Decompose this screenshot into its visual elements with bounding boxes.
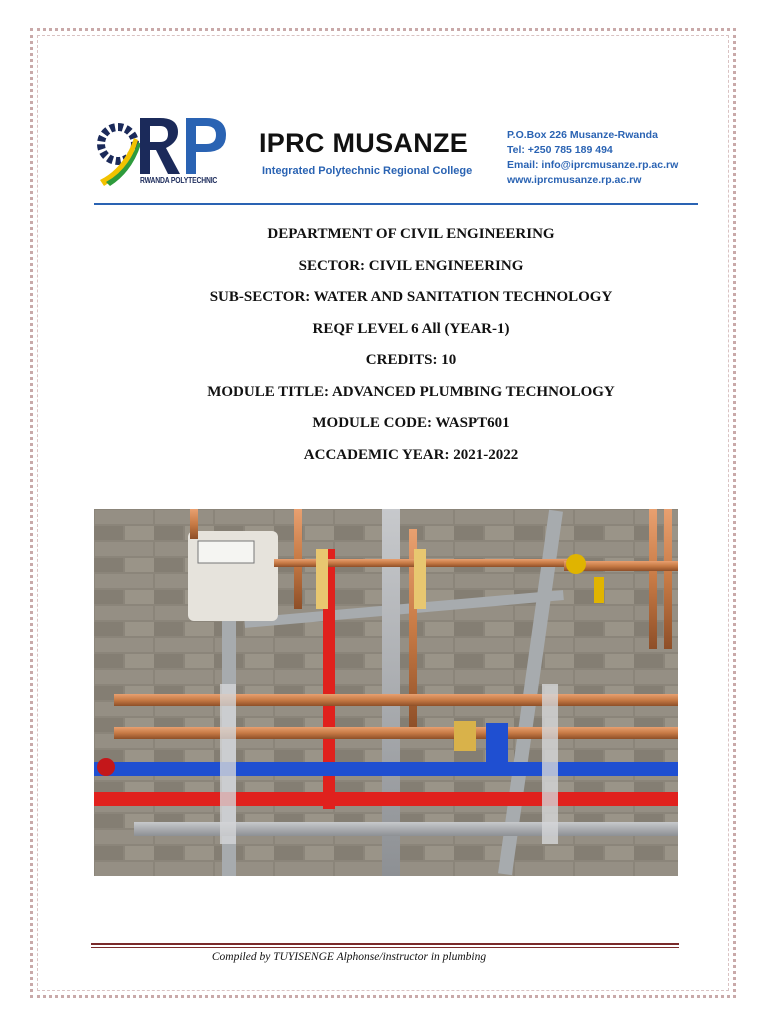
institution-name: IPRC MUSANZE: [259, 128, 469, 158]
credits-title: CREDITS: 10: [365, 352, 457, 368]
title-block: [94, 223, 728, 475]
footer-divider-thin: [91, 947, 679, 948]
header-divider: [94, 203, 698, 205]
footer-credit: Compiled by TUYISENGE Alphonse/instructor in plumbing: [211, 951, 487, 963]
department-title: DEPARTMENT OF CIVIL ENGINEERING: [267, 226, 555, 242]
module-title: MODULE TITLE: ADVANCED PLUMBING TECHNOLOGY: [207, 383, 615, 400]
document-header: [94, 108, 698, 208]
academic-year: ACCADEMIC YEAR: 2021-2022: [303, 446, 519, 463]
sector-title: SECTOR: CIVIL ENGINEERING: [298, 257, 524, 274]
contact-block: [507, 128, 678, 188]
contact-website[interactable]: www.iprcmusanze.rp.ac.rw: [507, 174, 642, 186]
plumbing-pipes-photo: [94, 509, 678, 876]
level-title: REQF LEVEL 6 All (YEAR-1): [312, 320, 510, 337]
subsector-title: SUB-SECTOR: WATER AND SANITATION TECHNOLOGY: [209, 289, 613, 305]
contact-pobox: P.O.Box 226 Musanze-Rwanda: [507, 129, 658, 141]
module-code: MODULE CODE: WASPT601: [312, 415, 510, 431]
logo-caption: RWANDA POLYTECHNIC: [140, 176, 218, 185]
contact-tel: Tel: +250 785 189 494: [507, 144, 613, 156]
footer-divider: [91, 943, 679, 945]
institution-subtitle: Integrated Polytechnic Regional College: [262, 165, 473, 177]
contact-email[interactable]: Email: info@iprcmusanze.rp.ac.rw: [507, 159, 679, 171]
